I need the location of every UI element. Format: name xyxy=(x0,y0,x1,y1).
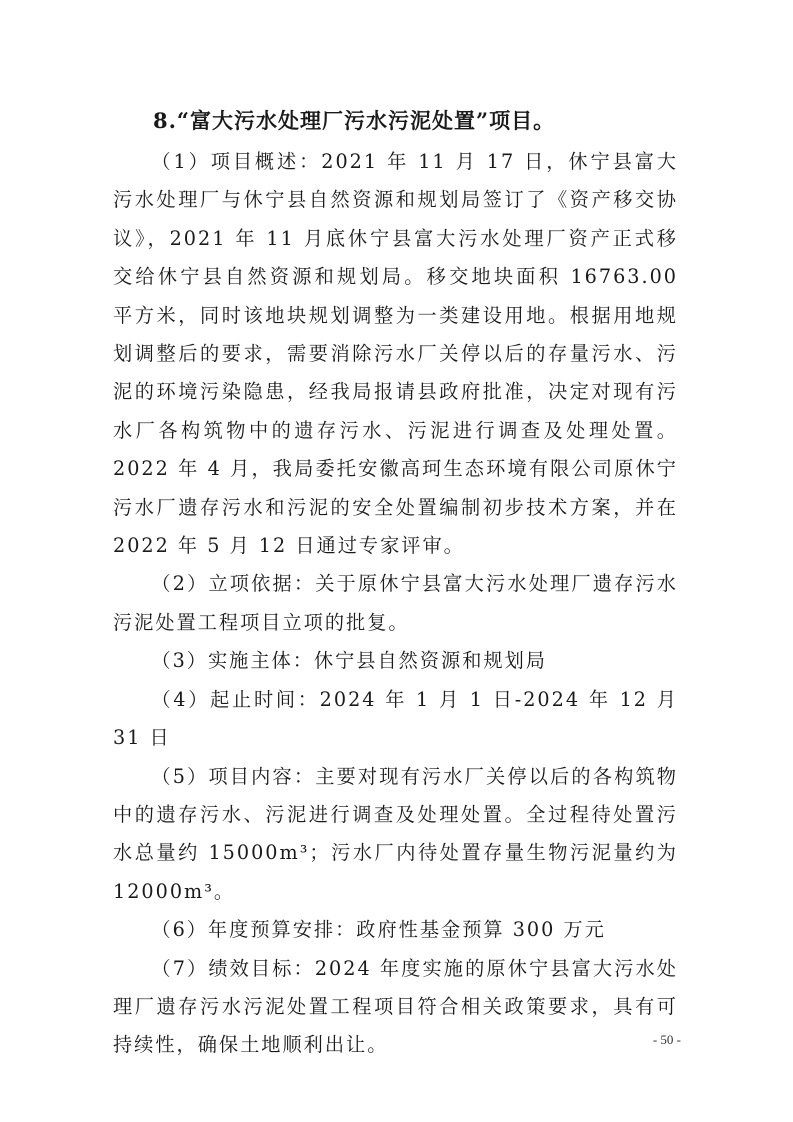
paragraph-period: （4）起止时间：2024 年 1 月 1 日-2024 年 12 月 31 日 xyxy=(113,687,678,750)
document-body xyxy=(113,143,678,1065)
paragraph-implementer: （3）实施主体：休宁县自然资源和规划局 xyxy=(151,649,547,673)
paragraph-goals: （7）绩效目标：2024 年度实施的原休宁县富大污水处理厂遗存污水污泥处置工程项目符合相关政策要求，具有可持续性，确保土地顺利出让。 xyxy=(113,956,678,1057)
paragraph-content: （5）项目内容：主要对现有污水厂关停以后的各构筑物中的遗存污水、污泥进行调查及处理处置。全过程待处置污水总量约 15000m³；污水厂内待处置存量生物污泥量约为 12000m³。 xyxy=(113,764,678,903)
paragraph-basis: （2）立项依据：关于原休宁县富大污水处理厂遗存污水污泥处置工程项目立项的批复。 xyxy=(113,572,678,634)
paragraph-overview: （1）项目概述：2021 年 11 月 17 日，休宁县富大污水处理厂与休宁县自然资源和规划局签订了《资产移交协议》，2021 年 11 月底休宁县富大污水处理厂资产正式移交给休宁县自然资源和规划局。移交地块面积 16763.00 平方米，同时该地块规划调整为一类建设用地。根据用地规划调整后的要求，需要消除污水厂关停以后的存量污水、污泥的环境污染隐患，经我局报请县政府批准，决定对现有污水厂各构筑物中的遗存污水、污泥进行调查及处理处置。2022 年 4 月，我局委托安徽高珂生态环境有限公司原休宁污水厂遗存污水和污泥的安全处置编制初步技术方案，并在 2022 年 5 月 12 日通过专家评审。 xyxy=(113,150,678,558)
section-heading: 8.“富大污水处理厂污水污泥处置”项目。 xyxy=(153,108,556,133)
page-number: - 50 - xyxy=(652,1032,681,1047)
paragraph-budget: （6）年度预算安排：政府性基金预算 300 万元 xyxy=(151,918,606,942)
